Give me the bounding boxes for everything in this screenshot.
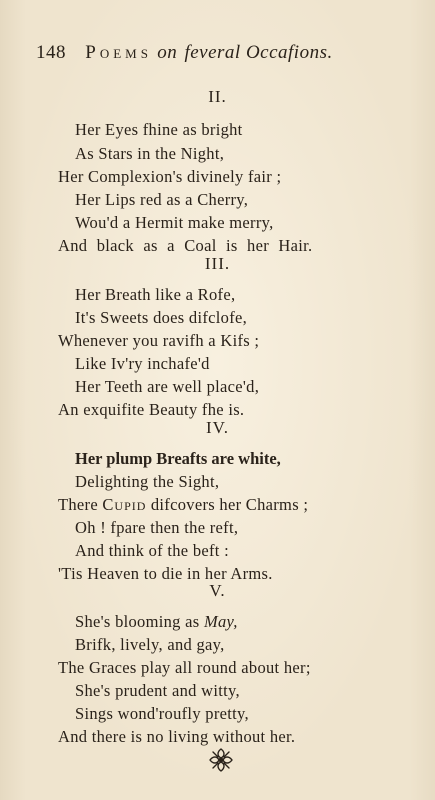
- stanza-number-4: IV.: [206, 418, 229, 437]
- running-title-on: on: [157, 42, 178, 63]
- poem-line: Her plump Breafts are white,: [75, 449, 281, 468]
- poem-line: Like Iv'ry inchafe'd: [75, 354, 210, 373]
- poem-line: Brifk, lively, and gay,: [75, 635, 225, 654]
- poem-line: Her Lips red as a Cherry,: [75, 190, 249, 209]
- poem-line: Whenever you ravifh a Kifs ;: [58, 331, 260, 350]
- page-number: 148: [36, 42, 66, 63]
- poem-line: An exquifite Beauty fhe is.: [58, 400, 245, 419]
- poem-line: And black as a Coal is her Hair.: [58, 236, 313, 255]
- poem-line: Her Breath like a Rofe,: [75, 285, 236, 304]
- running-title-occasions: feveral Occafions.: [184, 42, 333, 63]
- poem-line: Delighting the Sight,: [75, 472, 220, 491]
- poem-line: As Stars in the Night,: [75, 144, 225, 163]
- poem-line: Her Teeth are well place'd,: [75, 377, 260, 396]
- poem-line: 'Tis Heaven to die in her Arms.: [58, 564, 273, 583]
- running-title-poems: Poems: [85, 42, 152, 63]
- poem-line: It's Sweets does difclofe,: [75, 308, 248, 327]
- poem-line: Oh ! fpare then the reft,: [75, 518, 239, 537]
- poem-line: And there is no living without her.: [58, 727, 296, 746]
- poem-word-may: May,: [203, 612, 238, 631]
- poem-line: Sings wond'roufly pretty,: [75, 704, 249, 723]
- poem-word-cupid: Cupid: [102, 495, 147, 514]
- poem-line-remainder: difcovers her Charms ;: [150, 495, 309, 514]
- poem-line: Wou'd a Hermit make merry,: [75, 213, 274, 232]
- poem-line: The Graces play all round about her;: [58, 658, 311, 677]
- poem-line: And think of the beft :: [75, 541, 229, 560]
- poem-word-there: There: [58, 495, 98, 514]
- stanza-number-2: II.: [208, 87, 227, 106]
- poem-line: [75, 612, 238, 632]
- poem-line: Her Eyes fhine as bright: [75, 120, 243, 139]
- fleuron-icon: [207, 746, 235, 774]
- poem-line: She's prudent and witty,: [75, 681, 240, 700]
- stanza-number-5: V.: [209, 581, 226, 600]
- running-header: [36, 42, 333, 64]
- poem-line: Her Complexion's divinely fair ;: [58, 167, 282, 186]
- poem-line: [58, 495, 308, 515]
- stanza-number-3: III.: [204, 254, 231, 273]
- poem-line-start: She's blooming as: [75, 612, 200, 631]
